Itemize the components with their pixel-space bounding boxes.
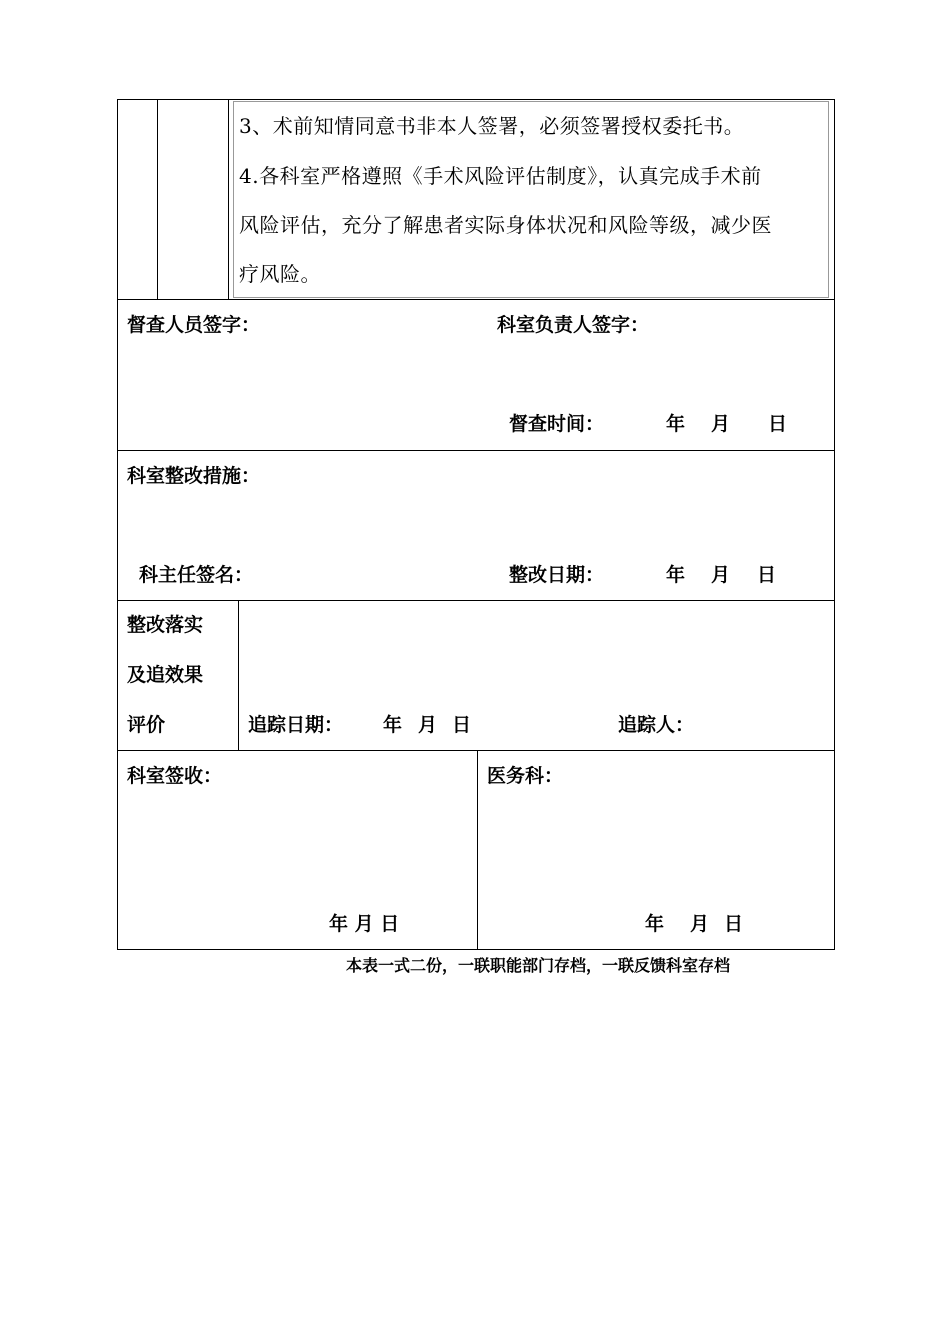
requirement-item-3: 3、术前知情同意书非本人签署，必须签署授权委托书。 — [239, 114, 745, 138]
section1-inner-frame-bottom — [233, 297, 829, 298]
medical-affairs-date-day: 日 — [724, 913, 744, 935]
row-divider-1 — [117, 299, 835, 300]
inspection-time-label: 督查时间： — [509, 413, 605, 435]
tracker-label: 追踪人： — [618, 714, 695, 736]
requirement-item-4-line-2: 风险评估，充分了解患者实际身体状况和风险等级，减少医 — [239, 213, 772, 237]
rectification-date-day: 日 — [757, 564, 777, 586]
tracking-date-year: 年 — [383, 714, 403, 736]
tracking-date-label: 追踪日期： — [248, 714, 344, 736]
inspection-date-day: 日 — [768, 413, 788, 435]
followup-label-line-2: 及追效果 — [127, 664, 204, 686]
dept-head-signature-label: 科室负责人签字： — [497, 314, 650, 336]
medical-affairs-date-year: 年 — [645, 913, 665, 935]
section1-col-divider-1 — [157, 99, 158, 299]
rectification-date-label: 整改日期： — [509, 564, 605, 586]
inspection-date-year: 年 — [666, 413, 686, 435]
dept-receipt-label: 科室签收： — [127, 765, 223, 787]
table-border-top — [117, 99, 835, 100]
medical-affairs-date-month: 月 — [690, 913, 710, 935]
section1-inner-frame-left — [233, 101, 234, 298]
section1-inner-frame-top — [233, 101, 829, 102]
rectification-date-year: 年 — [666, 564, 686, 586]
requirement-item-4-line-3: 疗风险。 — [239, 262, 321, 286]
requirement-item-4-line-1: 4.各科室严格遵照《手术风险评估制度》，认真完成手术前 — [239, 164, 762, 188]
tracking-date-month: 月 — [418, 714, 438, 736]
medical-affairs-label: 医务科： — [487, 765, 564, 787]
table-border-bottom — [117, 949, 835, 950]
director-signature-label: 科主任签名： — [139, 564, 254, 586]
section4-col-divider — [238, 600, 239, 751]
footer-note: 本表一式二份，一联职能部门存档，一联反馈科室存档 — [346, 956, 731, 975]
section5-col-divider — [477, 750, 478, 950]
table-border-right — [834, 99, 835, 950]
rectification-measures-label: 科室整改措施： — [127, 465, 261, 487]
section1-col-divider-2 — [228, 99, 229, 299]
rectification-date-month: 月 — [711, 564, 731, 586]
row-divider-4 — [117, 750, 835, 751]
inspection-date-month: 月 — [711, 413, 731, 435]
inspector-signature-label: 督查人员签字： — [127, 314, 261, 336]
followup-label-line-1: 整改落实 — [127, 614, 204, 636]
row-divider-2 — [117, 450, 835, 451]
tracking-date-day: 日 — [452, 714, 472, 736]
followup-label-line-3: 评价 — [127, 714, 166, 736]
table-border-left — [117, 99, 118, 950]
row-divider-3 — [117, 600, 835, 601]
dept-receipt-date: 年 月 日 — [329, 913, 400, 935]
section1-inner-frame-right — [828, 101, 829, 298]
